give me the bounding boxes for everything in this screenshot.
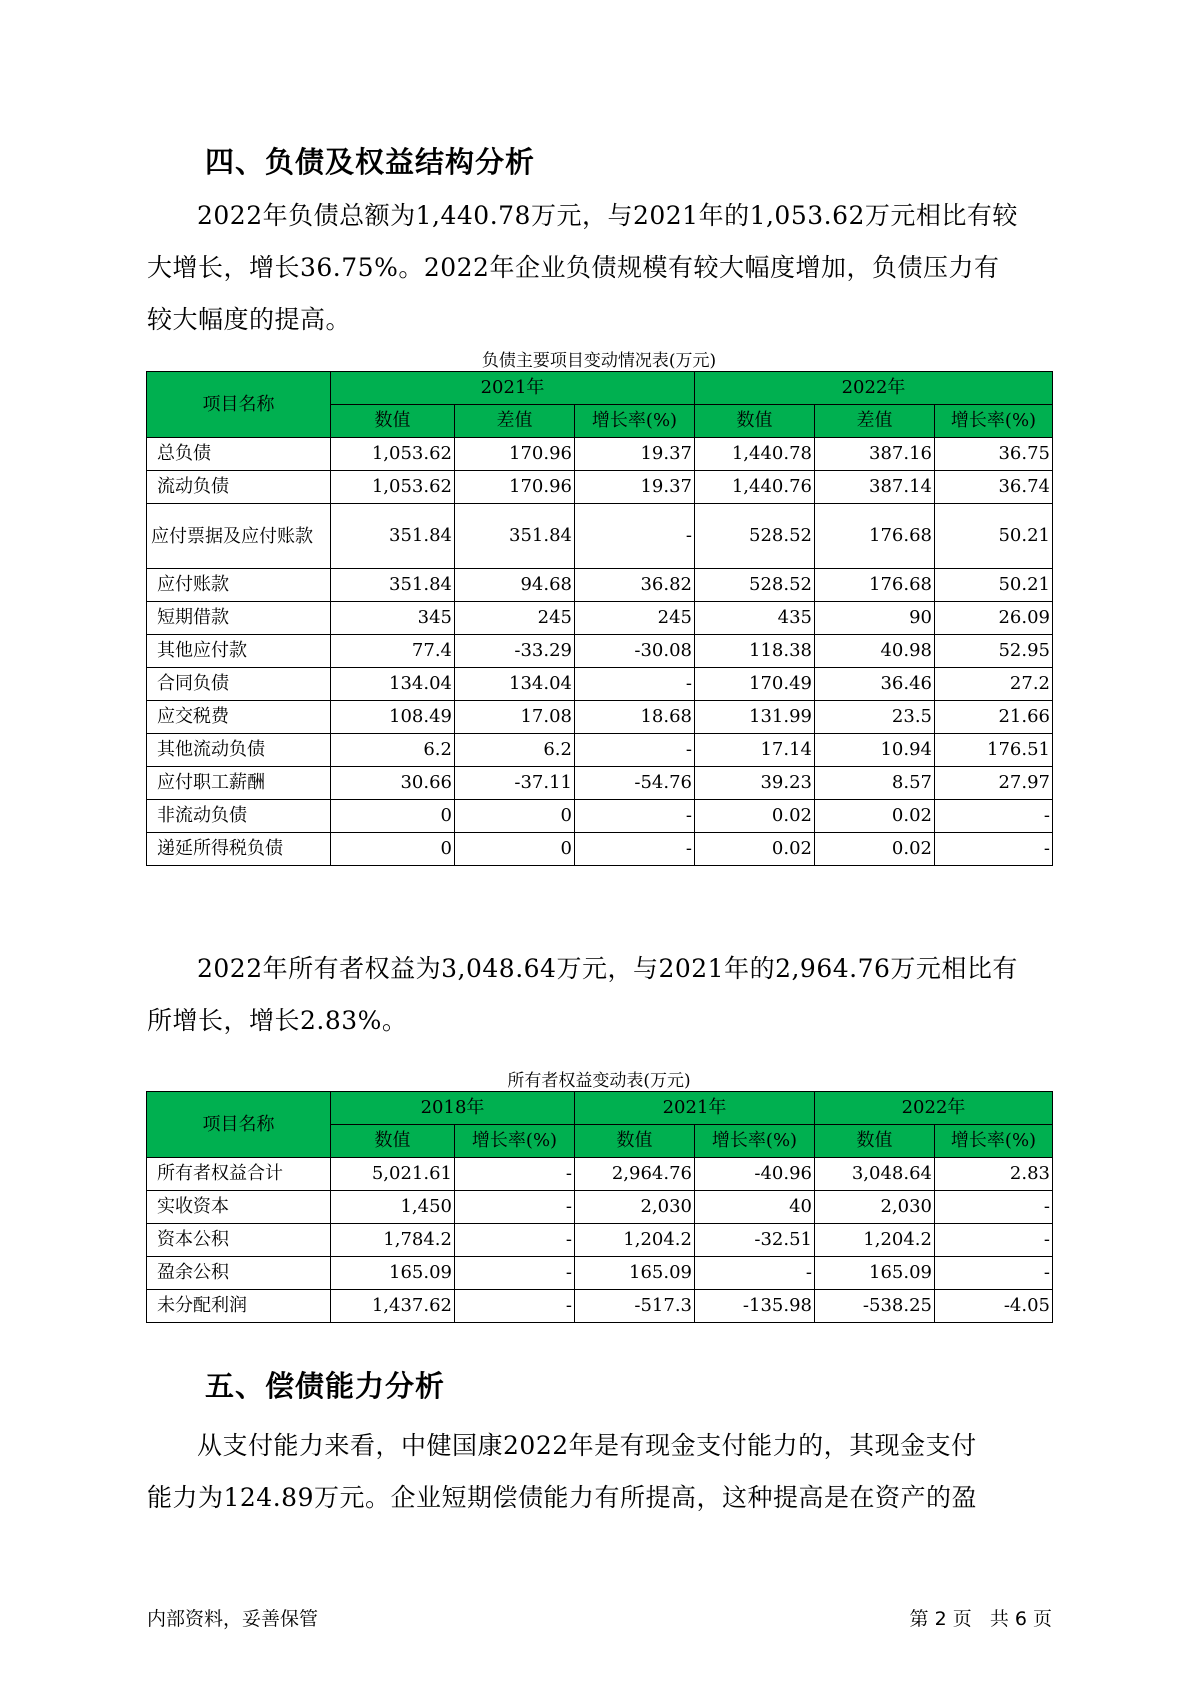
table-cell: 39.23 [695, 767, 815, 800]
row-label: 应付职工薪酬 [147, 767, 331, 800]
item-name-header: 项目名称 [147, 1092, 331, 1158]
table-cell: 23.5 [815, 701, 935, 734]
table-cell: 40 [695, 1191, 815, 1224]
row-label: 递延所得税负债 [147, 833, 331, 866]
table-cell: 345 [331, 602, 455, 635]
table-cell: 1,437.62 [331, 1290, 455, 1323]
table-cell: 40.98 [815, 635, 935, 668]
paragraph-line: 所增长，增长2.83%。 [147, 1006, 408, 1035]
table-cell: 387.14 [815, 471, 935, 504]
table-cell: 1,450 [331, 1191, 455, 1224]
row-label: 所有者权益合计 [147, 1158, 331, 1191]
table-cell: - [695, 1257, 815, 1290]
table-row [147, 569, 1053, 602]
table-cell: 30.66 [331, 767, 455, 800]
column-header: 数值 [331, 405, 455, 438]
table-row [147, 1257, 1053, 1290]
paragraph-line: 较大幅度的提高。 [147, 305, 352, 334]
table-row [147, 1158, 1053, 1191]
table-row [147, 800, 1053, 833]
table2-caption: 所有者权益变动表(万元) [507, 1071, 691, 1091]
item-name-header: 项目名称 [147, 372, 331, 438]
table-cell: 528.52 [695, 504, 815, 569]
table-row [147, 602, 1053, 635]
year-header: 2021年 [575, 1092, 815, 1125]
table-cell: - [575, 734, 695, 767]
table-row [147, 668, 1053, 701]
row-label: 资本公积 [147, 1224, 331, 1257]
table-row [147, 1191, 1053, 1224]
table-cell: 36.74 [935, 471, 1053, 504]
table-cell: 90 [815, 602, 935, 635]
table-cell: 351.84 [455, 504, 575, 569]
table-cell: - [575, 833, 695, 866]
table-cell: 108.49 [331, 701, 455, 734]
table-cell: -30.08 [575, 635, 695, 668]
table-cell: 134.04 [331, 668, 455, 701]
table-cell: 19.37 [575, 438, 695, 471]
table-cell: -538.25 [815, 1290, 935, 1323]
table-cell: 170.96 [455, 471, 575, 504]
column-header: 增长率(%) [695, 1125, 815, 1158]
table-cell: 18.68 [575, 701, 695, 734]
table-cell: -33.29 [455, 635, 575, 668]
row-label: 应付账款 [147, 569, 331, 602]
table-cell: 27.97 [935, 767, 1053, 800]
table-cell: - [455, 1290, 575, 1323]
table1-caption: 负债主要项目变动情况表(万元) [481, 351, 717, 371]
table-cell: 351.84 [331, 569, 455, 602]
table-cell: 6.2 [331, 734, 455, 767]
table-cell: - [455, 1158, 575, 1191]
column-header: 增长率(%) [455, 1125, 575, 1158]
table-cell: 0 [331, 800, 455, 833]
year-header: 2022年 [815, 1092, 1053, 1125]
table-cell: 2,964.76 [575, 1158, 695, 1191]
table-cell: 176.68 [815, 504, 935, 569]
table-row [147, 635, 1053, 668]
table-row [147, 1224, 1053, 1257]
table-cell: 0.02 [695, 833, 815, 866]
row-label: 应交税费 [147, 701, 331, 734]
row-label: 其他流动负债 [147, 734, 331, 767]
row-label: 其他应付款 [147, 635, 331, 668]
table-cell: 0.02 [815, 833, 935, 866]
table-cell: - [575, 800, 695, 833]
table-cell: 528.52 [695, 569, 815, 602]
table-cell: 118.38 [695, 635, 815, 668]
section5-paragraph [147, 1420, 1047, 1524]
table-cell: 165.09 [331, 1257, 455, 1290]
row-label: 非流动负债 [147, 800, 331, 833]
table-cell: 2,030 [815, 1191, 935, 1224]
table-cell: 6.2 [455, 734, 575, 767]
table-cell: 170.49 [695, 668, 815, 701]
table-cell: -135.98 [695, 1290, 815, 1323]
table-cell: 387.16 [815, 438, 935, 471]
liabilities-table [146, 371, 1053, 866]
section5-heading: 五、偿债能力分析 [205, 1369, 446, 1403]
table-cell: 1,204.2 [575, 1224, 695, 1257]
table-cell: - [455, 1224, 575, 1257]
column-header: 增长率(%) [935, 405, 1053, 438]
table-cell: - [575, 504, 695, 569]
table-cell: -4.05 [935, 1290, 1053, 1323]
table-cell: 1,784.2 [331, 1224, 455, 1257]
table-cell: 1,204.2 [815, 1224, 935, 1257]
row-label: 短期借款 [147, 602, 331, 635]
table-row [147, 701, 1053, 734]
table-cell: 165.09 [815, 1257, 935, 1290]
table-cell: 27.2 [935, 668, 1053, 701]
table-cell: 176.68 [815, 569, 935, 602]
table-cell: -32.51 [695, 1224, 815, 1257]
table-cell: 435 [695, 602, 815, 635]
table-cell: 19.37 [575, 471, 695, 504]
table-row [147, 767, 1053, 800]
table-cell: 36.75 [935, 438, 1053, 471]
section4-paragraph-1 [147, 190, 1047, 346]
table-row [147, 504, 1053, 569]
table-cell: 351.84 [331, 504, 455, 569]
footer-page-number: 第 2 页 共 6 页 [909, 1608, 1052, 1630]
table-cell: 0 [331, 833, 455, 866]
table-cell: 3,048.64 [815, 1158, 935, 1191]
table-cell: 0 [455, 800, 575, 833]
section4-heading: 四、负债及权益结构分析 [205, 145, 536, 179]
column-header: 数值 [331, 1125, 455, 1158]
section4-paragraph-2 [147, 943, 1047, 1047]
table-cell: 17.08 [455, 701, 575, 734]
table-cell: 17.14 [695, 734, 815, 767]
table-cell: 1,440.76 [695, 471, 815, 504]
table-cell: 1,053.62 [331, 471, 455, 504]
column-header: 数值 [695, 405, 815, 438]
table-cell: - [455, 1257, 575, 1290]
row-label: 盈余公积 [147, 1257, 331, 1290]
table-cell: 5,021.61 [331, 1158, 455, 1191]
table-cell: - [935, 800, 1053, 833]
table-cell: - [935, 1224, 1053, 1257]
table-cell: - [935, 1191, 1053, 1224]
table-cell: - [935, 833, 1053, 866]
equity-table [146, 1091, 1053, 1323]
table-row [147, 1290, 1053, 1323]
row-label: 合同负债 [147, 668, 331, 701]
table-cell: 245 [575, 602, 695, 635]
table-cell: -54.76 [575, 767, 695, 800]
column-header: 增长率(%) [935, 1125, 1053, 1158]
table-cell: 50.21 [935, 504, 1053, 569]
row-label: 实收资本 [147, 1191, 331, 1224]
year-header: 2021年 [331, 372, 695, 405]
column-header: 数值 [815, 1125, 935, 1158]
table-cell: 50.21 [935, 569, 1053, 602]
table-cell: 26.09 [935, 602, 1053, 635]
table-cell: 0.02 [815, 800, 935, 833]
table-cell: 131.99 [695, 701, 815, 734]
year-header: 2022年 [695, 372, 1053, 405]
table-cell: 1,053.62 [331, 438, 455, 471]
table-cell: - [935, 1257, 1053, 1290]
table-cell: 94.68 [455, 569, 575, 602]
table-cell: 176.51 [935, 734, 1053, 767]
table-cell: 0 [455, 833, 575, 866]
paragraph-line: 大增长，增长36.75%。2022年企业负债规模有较大幅度增加，负债压力有 [147, 253, 1000, 282]
table-cell: -517.3 [575, 1290, 695, 1323]
table-row [147, 734, 1053, 767]
table-cell: 2.83 [935, 1158, 1053, 1191]
table-cell: 36.46 [815, 668, 935, 701]
paragraph-line: 2022年所有者权益为3,048.64万元，与2021年的2,964.76万元相比有 [197, 954, 1018, 983]
paragraph-line: 2022年负债总额为1,440.78万元，与2021年的1,053.62万元相比有较 [197, 201, 1018, 230]
table-cell: 165.09 [575, 1257, 695, 1290]
column-header: 增长率(%) [575, 405, 695, 438]
table-row [147, 438, 1053, 471]
year-header: 2018年 [331, 1092, 575, 1125]
table-cell: 77.4 [331, 635, 455, 668]
row-label: 总负债 [147, 438, 331, 471]
column-header: 差值 [815, 405, 935, 438]
row-label: 流动负债 [147, 471, 331, 504]
table-cell: 245 [455, 602, 575, 635]
paragraph-line: 从支付能力来看，中健国康2022年是有现金支付能力的，其现金支付 [197, 1431, 977, 1460]
table-cell: 8.57 [815, 767, 935, 800]
table-cell: 10.94 [815, 734, 935, 767]
table-cell: 52.95 [935, 635, 1053, 668]
table-cell: 1,440.78 [695, 438, 815, 471]
table-row [147, 833, 1053, 866]
column-header: 数值 [575, 1125, 695, 1158]
row-label: 未分配利润 [147, 1290, 331, 1323]
table-cell: 134.04 [455, 668, 575, 701]
footer-confidential-note: 内部资料，妥善保管 [147, 1608, 319, 1630]
paragraph-line: 能力为124.89万元。企业短期偿债能力有所提高，这种提高是在资产的盈 [147, 1483, 977, 1512]
table-cell: -40.96 [695, 1158, 815, 1191]
column-header: 差值 [455, 405, 575, 438]
row-label: 应付票据及应付账款 [147, 504, 331, 569]
table-cell: 21.66 [935, 701, 1053, 734]
table-cell: 36.82 [575, 569, 695, 602]
table-cell: 170.96 [455, 438, 575, 471]
table-cell: - [455, 1191, 575, 1224]
table-cell: - [575, 668, 695, 701]
table-cell: -37.11 [455, 767, 575, 800]
table-cell: 0.02 [695, 800, 815, 833]
table-cell: 2,030 [575, 1191, 695, 1224]
table-row [147, 471, 1053, 504]
